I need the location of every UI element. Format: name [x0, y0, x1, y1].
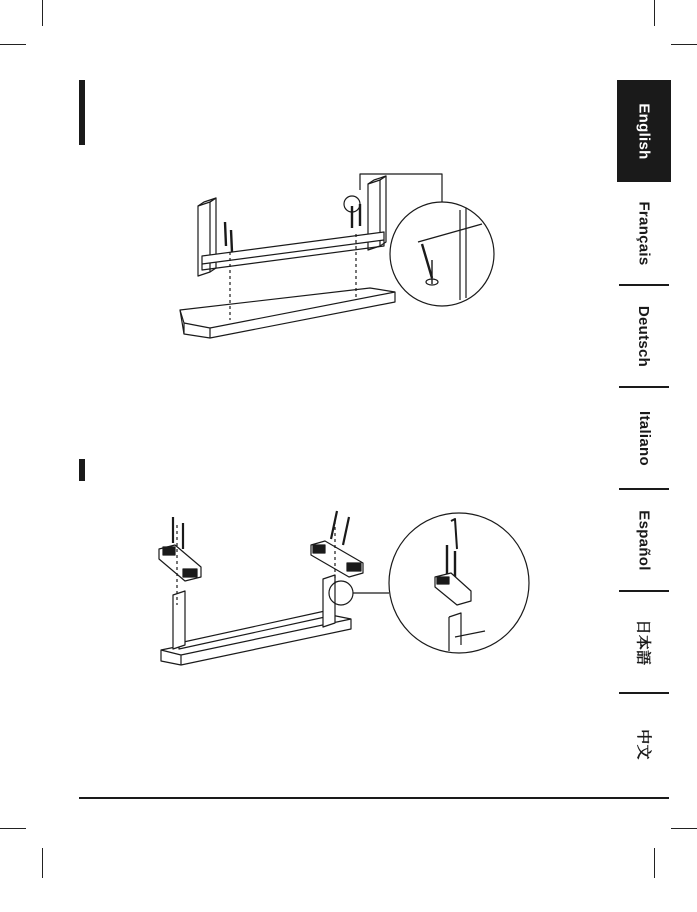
- footer-rule: [79, 797, 669, 799]
- language-tabs: [617, 80, 671, 780]
- tab-italiano[interactable]: [617, 387, 671, 489]
- crop-mark: [654, 0, 655, 26]
- tab-label: Español: [635, 509, 653, 571]
- assembly-illustration-step-1: [170, 160, 500, 360]
- assembly-illustration-step-2: [155, 505, 535, 700]
- tab-label: Deutsch: [635, 305, 653, 367]
- tab-label: English: [635, 102, 653, 160]
- crop-mark: [0, 828, 26, 829]
- crop-mark: [671, 44, 697, 45]
- crop-mark: [42, 848, 43, 878]
- tab-japanese[interactable]: [617, 591, 671, 693]
- step-1-marker: [79, 80, 85, 145]
- tab-label: Italiano: [635, 410, 653, 466]
- tab-label: 中文: [634, 728, 652, 760]
- tab-espanol[interactable]: [617, 489, 671, 591]
- tab-francais[interactable]: [617, 182, 671, 284]
- crop-mark: [0, 44, 26, 45]
- tab-chinese[interactable]: [617, 693, 671, 795]
- tab-label: 日本語: [634, 619, 652, 665]
- crop-mark: [42, 0, 43, 26]
- tab-label: Français: [635, 200, 653, 266]
- crop-mark: [671, 828, 697, 829]
- tab-deutsch[interactable]: [617, 285, 671, 387]
- step-2-marker: [79, 459, 85, 481]
- crop-mark: [654, 848, 655, 878]
- tab-english[interactable]: [617, 80, 671, 182]
